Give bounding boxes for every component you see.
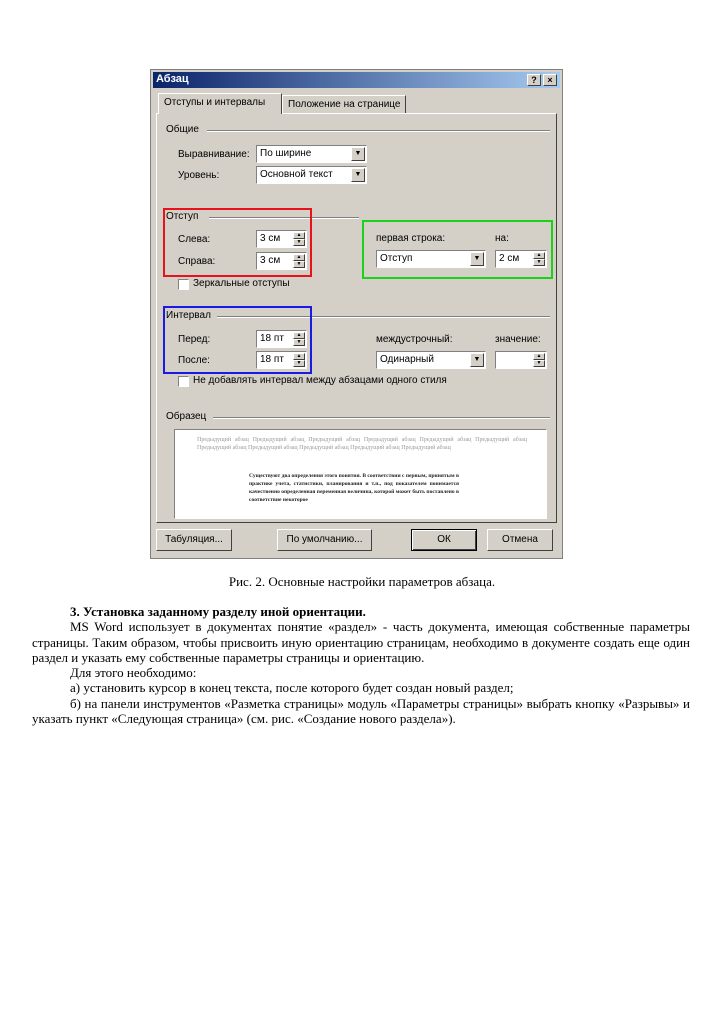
value-label: значение:	[495, 334, 541, 345]
preview-previous-paragraph: Предыдущий абзац Предыдущий абзац Предыдущий абзац Предыдущий абзац Предыдущий абзац Предыдущий абзац Предыдущий абзац Предыдущий абзац Предыдущий абзац Предыдущий абзац Предыдущий абзац	[197, 437, 527, 451]
spacing-before-label: Перед:	[178, 334, 211, 345]
paragraph-dialog	[150, 69, 563, 559]
spin-down-icon[interactable]: ▼	[533, 360, 545, 367]
alignment-select[interactable]	[256, 145, 367, 163]
no-space-checkbox[interactable]	[178, 376, 189, 387]
first-line-value: Отступ	[380, 253, 413, 264]
indent-right-label: Справа:	[178, 256, 216, 267]
spin-down-icon[interactable]: ▼	[293, 239, 305, 246]
paragraph-4: б) на панели инструментов «Разметка страницы» модуль «Параметры страницы» выбрать кнопку «Разрывы» и указать пункт «Следующая страница» (см. рис. «Создание нового раздела»).	[32, 695, 690, 727]
no-space-label: Не добавлять интервал между абзацами одного стиля	[193, 375, 447, 386]
group-sample-label: Образец	[166, 411, 209, 422]
first-line-label: первая строка:	[376, 233, 446, 244]
line-spacing-value: Одинарный	[380, 354, 434, 365]
spin-down-icon[interactable]: ▼	[533, 259, 545, 266]
chevron-down-icon[interactable]: ▼	[470, 252, 484, 266]
figure-caption: Рис. 2. Основные настройки параметров абзаца.	[228, 574, 496, 589]
paragraph-1	[32, 619, 690, 665]
title-bar[interactable]	[153, 72, 560, 88]
mirror-indents-checkbox[interactable]	[178, 279, 189, 290]
level-label: Уровень:	[178, 170, 220, 181]
value-spinner[interactable]	[495, 351, 547, 369]
spin-up-icon[interactable]: ▲	[533, 353, 545, 360]
by-value: 2 см	[499, 253, 520, 264]
level-value: Основной текст	[260, 169, 333, 180]
tabs-button[interactable]: Табуляция...	[156, 529, 232, 551]
alignment-value: По ширине	[260, 148, 312, 159]
close-button[interactable]: ×	[543, 74, 557, 86]
paragraph-2: Для этого необходимо:	[70, 665, 197, 681]
spacing-after-value: 18 пт	[260, 354, 284, 365]
chevron-down-icon[interactable]: ▼	[470, 353, 484, 367]
group-indent-label: Отступ	[166, 211, 201, 222]
chevron-down-icon[interactable]: ▼	[351, 168, 365, 182]
alignment-label: Выравнивание:	[178, 149, 250, 160]
paragraph-3: а) установить курсор в конец текста, после которого будет создан новый раздел;	[70, 680, 514, 696]
group-sample-divider	[213, 417, 550, 419]
tab-page-position[interactable]: Положение на странице	[282, 95, 406, 113]
document-body	[32, 604, 690, 727]
indent-left-value: 3 см	[260, 233, 281, 244]
group-spacing-label: Интервал	[166, 310, 214, 321]
spacing-before-value: 18 пт	[260, 333, 284, 344]
group-general-label: Общие	[166, 124, 202, 135]
spin-up-icon[interactable]: ▲	[293, 232, 305, 239]
line-spacing-label: междустрочный:	[376, 334, 453, 345]
spin-up-icon[interactable]: ▲	[533, 252, 545, 259]
ok-button[interactable]: ОК	[411, 529, 477, 551]
indent-highlight-box	[163, 208, 312, 277]
chevron-down-icon[interactable]: ▼	[351, 147, 365, 161]
spin-up-icon[interactable]: ▲	[293, 254, 305, 261]
section-heading: 3. Установка заданному разделу иной ориентации.	[70, 604, 366, 619]
spin-down-icon[interactable]: ▼	[293, 339, 305, 346]
dialog-title: Абзац	[156, 73, 189, 85]
indent-left-label: Слева:	[178, 234, 211, 245]
cancel-button[interactable]: Отмена	[487, 529, 553, 551]
first-line-highlight-box	[362, 220, 553, 279]
spin-up-icon[interactable]: ▲	[293, 332, 305, 339]
indent-right-value: 3 см	[260, 255, 281, 266]
paragraph-1-text: MS Word использует в документах понятие «раздел» - часть документа, имеющая собственные параметры страницы. Таким образом, чтобы присвоить иную ориентацию страницам, необходимо в документе создать еще один раздел и указать ему собственные параметры страницы и ориентацию.	[32, 619, 690, 665]
group-general-divider	[207, 130, 550, 132]
level-select[interactable]	[256, 166, 367, 184]
spin-down-icon[interactable]: ▼	[293, 360, 305, 367]
line-spacing-select[interactable]	[376, 351, 486, 369]
spin-down-icon[interactable]: ▼	[293, 261, 305, 268]
spacing-after-label: После:	[178, 355, 210, 366]
sample-preview	[174, 429, 547, 519]
spin-up-icon[interactable]: ▲	[293, 353, 305, 360]
tab-indents-spacing[interactable]: Отступы и интервалы	[158, 93, 282, 114]
default-button[interactable]: По умолчанию...	[277, 529, 372, 551]
by-label: на:	[495, 233, 509, 244]
spacing-highlight-box	[163, 306, 312, 374]
mirror-indents-label: Зеркальные отступы	[193, 278, 290, 289]
help-button[interactable]: ?	[527, 74, 541, 86]
preview-current-paragraph: Существуют два определения этого понятия. В соответствии с первым, принятым в практике учета, статистики, планирования и т.п., под показателем понимается качественно определенная переменная величина, которой может быть поставлено в соответствие некоторое	[249, 473, 459, 503]
